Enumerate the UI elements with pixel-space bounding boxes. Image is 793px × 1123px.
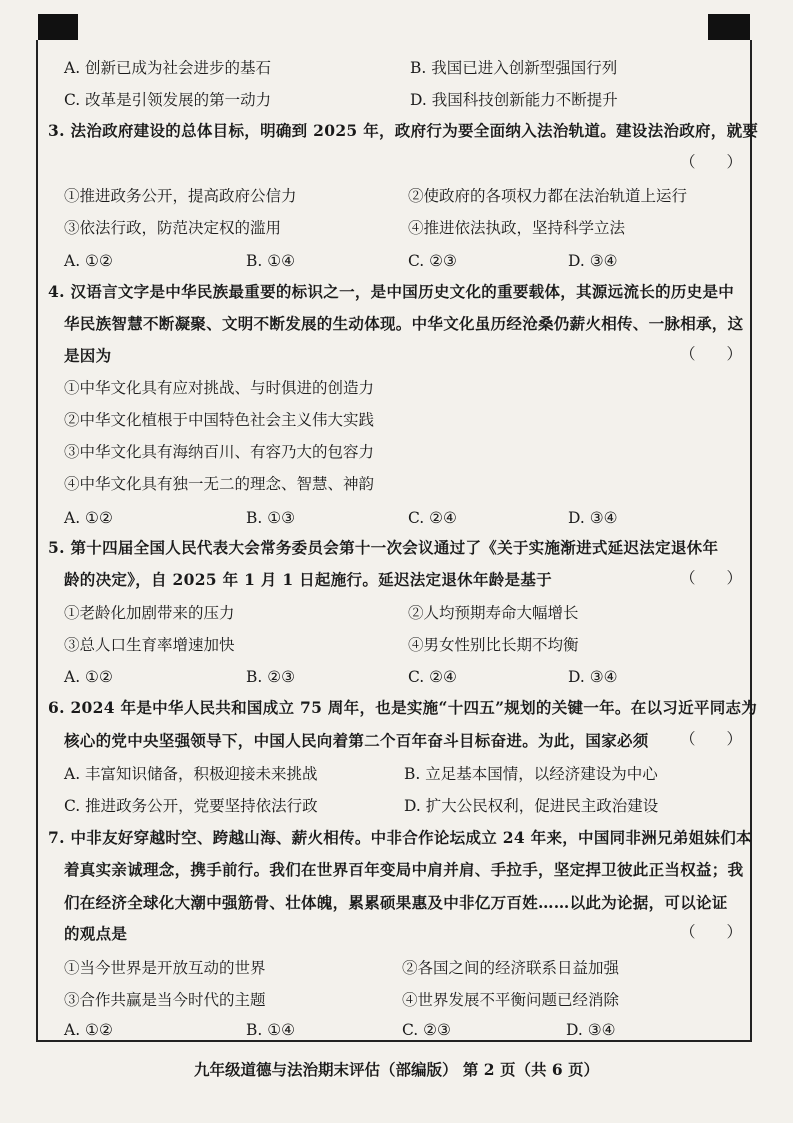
q7-stem-line-1: 7. 中非友好穿越时空、跨越山海、薪火相传。中非合作论坛成立 24 年来，中国同非洲兄弟姐妹们本 (48, 828, 752, 847)
q4-choice-d[interactable]: D. ③④ (568, 509, 618, 527)
q5-item-2: ②人均预期寿命大幅增长 (408, 604, 579, 622)
q4-item-3: ③中华文化具有海纳百川、有容乃大的包容力 (64, 443, 375, 461)
q4-item-2: ②中华文化植根于中国特色社会主义伟大实践 (64, 411, 375, 429)
q7-stem-line-2: 着真实亲诚理念，携手前行。我们在世界百年变局中肩并肩、手拉手，坚定捍卫彼此正当权益；我 (64, 860, 744, 879)
q4-choice-a[interactable]: A. ①② (64, 509, 113, 527)
q5-item-3: ③总人口生育率增速加快 (64, 636, 235, 654)
q5-answer-paren[interactable]: （ ） (680, 569, 743, 587)
q5-item-1: ①老龄化加剧带来的压力 (64, 604, 235, 622)
q7-item-4: ④世界发展不平衡问题已经消除 (402, 991, 620, 1009)
q3-item-4: ④推进依法执政，坚持科学立法 (408, 219, 626, 237)
q6-option-d[interactable]: D. 扩大公民权利，促进民主政治建设 (404, 797, 659, 815)
q6-stem-line-1: 6. 2024 年是中华人民共和国成立 75 周年，也是实施“十四五”规划的关键一年。在以习近平同志为 (48, 698, 758, 717)
q3-item-3: ③依法行政，防范决定权的滥用 (64, 219, 282, 237)
q5-stem-line-2: 龄的决定》，自 2025 年 1 月 1 日起施行。延迟法定退休年龄是基于 (64, 570, 552, 589)
q7-choice-d[interactable]: D. ③④ (566, 1021, 616, 1039)
q5-choice-b[interactable]: B. ②③ (246, 668, 296, 686)
q5-choice-d[interactable]: D. ③④ (568, 668, 618, 686)
q7-item-2: ②各国之间的经济联系日益加强 (402, 959, 620, 977)
q4-stem-line-1: 4. 汉语言文字是中华民族最重要的标识之一，是中国历史文化的重要载体，其源远流长的历史是中 (48, 282, 735, 301)
q7-choice-c[interactable]: C. ②③ (402, 1021, 451, 1039)
q4-item-4: ④中华文化具有独一无二的理念、智慧、神韵 (64, 475, 375, 493)
q2-option-b[interactable]: B. 我国已进入创新型强国行列 (410, 59, 618, 77)
q7-choice-a[interactable]: A. ①② (64, 1021, 113, 1039)
q6-answer-paren[interactable]: （ ） (680, 730, 743, 748)
q3-item-1: ①推进政务公开，提高政府公信力 (64, 187, 297, 205)
q6-option-c[interactable]: C. 推进政务公开，党要坚持依法行政 (64, 797, 318, 815)
q7-choice-b[interactable]: B. ①④ (246, 1021, 296, 1039)
q5-stem-line-1: 5. 第十四届全国人民代表大会常务委员会第十一次会议通过了《关于实施渐进式延迟法定退休年 (48, 538, 719, 557)
q3-choice-d[interactable]: D. ③④ (568, 252, 618, 270)
q7-item-3: ③合作共赢是当今时代的主题 (64, 991, 266, 1009)
q7-stem-line-4: 的观点是 (64, 924, 128, 943)
q4-answer-paren[interactable]: （ ） (680, 345, 743, 363)
q4-item-1: ①中华文化具有应对挑战、与时俱进的创造力 (64, 379, 375, 397)
q7-stem-line-3: 们在经济全球化大潮中强筋骨、壮体魄，累累硕果惠及中非亿万百姓……以此为论据，可以论证 (64, 893, 728, 912)
q4-choice-c[interactable]: C. ②④ (408, 509, 457, 527)
q2-option-d[interactable]: D. 我国科技创新能力不断提升 (410, 91, 618, 109)
q3-choice-c[interactable]: C. ②③ (408, 252, 457, 270)
q3-stem: 3. 法治政府建设的总体目标，明确到 2025 年，政府行为要全面纳入法治轨道。建设法治政府，就要 (48, 121, 759, 140)
q6-stem-line-2: 核心的党中央坚强领导下，中国人民向着第二个百年奋斗目标奋进。为此，国家必须 (64, 731, 649, 750)
q5-choice-a[interactable]: A. ①② (64, 668, 113, 686)
q5-item-4: ④男女性别比长期不均衡 (408, 636, 579, 654)
q4-stem-line-2: 华民族智慧不断凝聚、文明不断发展的生动体现。中华文化虽历经沧桑仍薪火相传、一脉相承，这 (64, 314, 744, 333)
q3-choice-b[interactable]: B. ①④ (246, 252, 296, 270)
q7-answer-paren[interactable]: （ ） (680, 923, 743, 941)
page-footer: 九年级道德与法治期末评估（部编版） 第 2 页（共 6 页） (193, 1060, 600, 1079)
q7-item-1: ①当今世界是开放互动的世界 (64, 959, 266, 977)
q3-item-2: ②使政府的各项权力都在法治轨道上运行 (408, 187, 688, 205)
q6-option-a[interactable]: A. 丰富知识储备，积极迎接未来挑战 (64, 765, 318, 783)
q4-stem-line-3: 是因为 (64, 346, 112, 365)
q4-choice-b[interactable]: B. ①③ (246, 509, 296, 527)
registration-mark-right (708, 14, 750, 40)
q2-option-c[interactable]: C. 改革是引领发展的第一动力 (64, 91, 272, 109)
q3-answer-paren[interactable]: （ ） (680, 153, 743, 171)
q3-choice-a[interactable]: A. ①② (64, 252, 113, 270)
q2-option-a[interactable]: A. 创新已成为社会进步的基石 (64, 59, 272, 77)
q5-choice-c[interactable]: C. ②④ (408, 668, 457, 686)
q6-option-b[interactable]: B. 立足基本国情，以经济建设为中心 (404, 765, 658, 783)
registration-mark-left (38, 14, 78, 40)
